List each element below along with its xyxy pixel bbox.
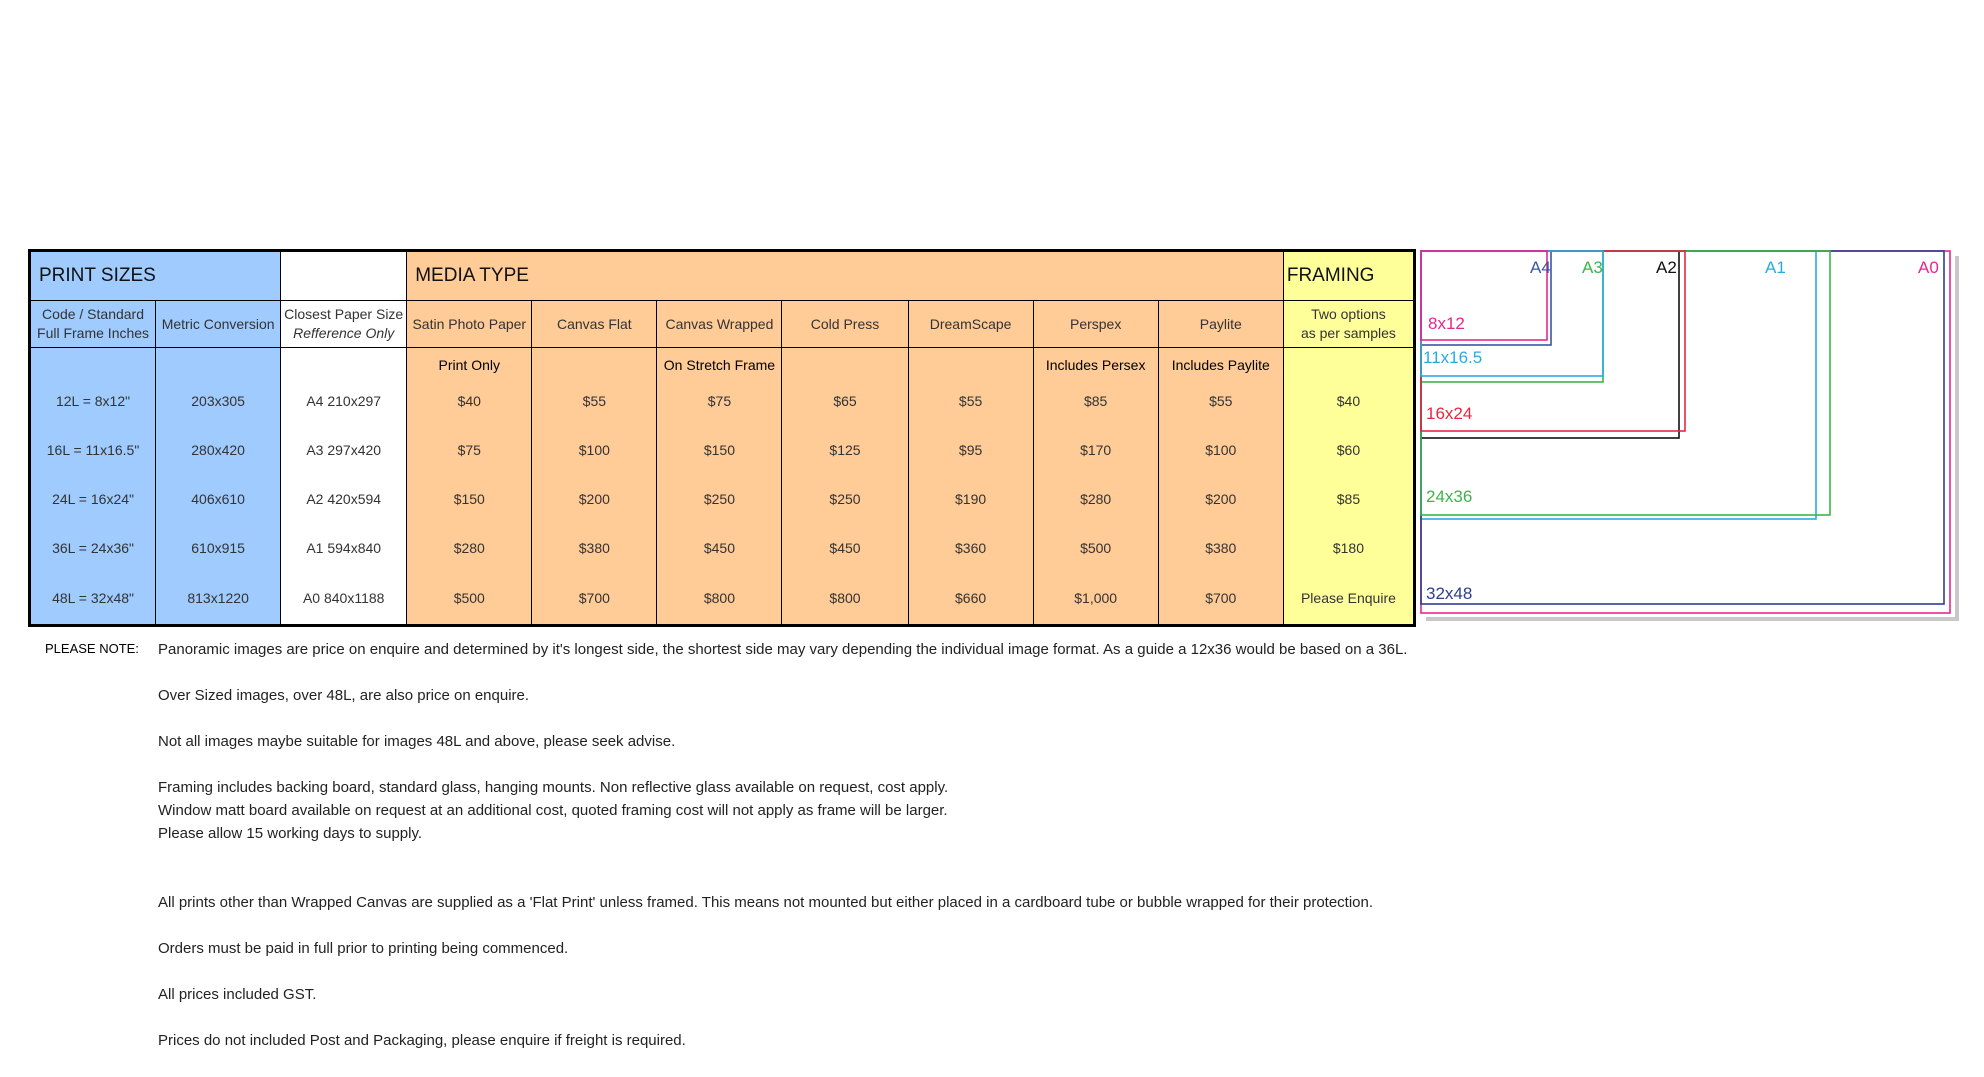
code-cell: 36L = 24x36" [30,523,156,572]
code-header [30,301,156,348]
price-cell: $250 [782,474,908,523]
media-type-heading: MEDIA TYPE [407,251,1284,301]
sheet-background [1422,252,1955,617]
notes-row [30,348,1415,377]
price-cell: $55 [908,376,1033,425]
price-cell: $700 [1158,572,1283,626]
header-row [30,301,1415,348]
price-cell: $95 [908,425,1033,474]
price-cell: $85 [1033,376,1158,425]
note-line: Window matt board available on request at an additional cost, quoted framing cost will not apply as frame will be larger. [158,802,948,819]
note-line: Over Sized images, over 48L, are also price on enquire. [158,687,530,704]
empty-cell [1283,348,1414,377]
note-line: All prices included GST. [158,986,317,1003]
framing-cell: $40 [1283,376,1414,425]
metric-cell: 610x915 [156,523,281,572]
media-note: Includes Paylite [1158,348,1283,377]
paper-header-line1: Closest Paper Size [284,306,404,322]
metric-cell: 406x610 [156,474,281,523]
paper-cell: A1 594x840 [281,523,407,572]
note-line: Framing includes backing board, standard glass, hanging mounts. Non reflective glass available on request, cost apply. [158,779,949,796]
metric-cell: 813x1220 [156,572,281,626]
note-line: Please allow 15 working days to supply. [158,825,423,842]
price-cell: $360 [908,523,1033,572]
empty-cell [281,348,407,377]
framing-heading: FRAMING [1283,251,1414,301]
empty-cell [156,348,281,377]
price-cell: $170 [1033,425,1158,474]
media-note: Print Only [407,348,532,377]
section-row [30,251,1415,301]
paper-cell: A3 297x420 [281,425,407,474]
price-cell: $150 [407,474,532,523]
price-cell: $280 [407,523,532,572]
size-comparison-diagram [1420,250,1960,625]
media-note: Includes Persex [1033,348,1158,377]
price-cell: $40 [407,376,532,425]
paper-size-header [281,301,407,348]
price-cell: $1,000 [1033,572,1158,626]
label-24x36: 24x36 [1426,487,1473,506]
framing-cell: Please Enquire [1283,572,1414,626]
price-cell: $280 [1033,474,1158,523]
framing-header-line1: Two options [1311,306,1386,322]
table-row [30,425,1415,474]
price-cell: $55 [1158,376,1283,425]
price-cell: $55 [532,376,657,425]
table-row [30,572,1415,626]
label-32x48: 32x48 [1426,584,1473,603]
price-cell: $500 [1033,523,1158,572]
price-cell: $660 [908,572,1033,626]
label-a1: A1 [1765,258,1786,277]
price-cell: $125 [782,425,908,474]
media-header-cold-press: Cold Press [782,301,908,348]
price-cell: $380 [1158,523,1283,572]
code-cell: 12L = 8x12" [30,376,156,425]
price-cell: $800 [782,572,908,626]
price-cell: $190 [908,474,1033,523]
price-table [28,249,1416,627]
note-line: Prices do not included Post and Packaging, please enquire if freight is required. [158,1032,686,1049]
code-cell: 48L = 32x48" [30,572,156,626]
price-cell: $200 [532,474,657,523]
media-header-satin: Satin Photo Paper [407,301,532,348]
label-a4: A4 [1530,258,1551,277]
label-16x24: 16x24 [1426,404,1473,423]
price-cell: $250 [657,474,782,523]
table-row [30,474,1415,523]
media-header-perspex: Perspex [1033,301,1158,348]
price-cell: $500 [407,572,532,626]
note-line: Not all images maybe suitable for images 48L and above, please seek advise. [158,733,676,750]
media-header-paylite: Paylite [1158,301,1283,348]
note-line: Panoramic images are price on enquire and determined by it's longest side, the shortest side may vary depending the individual image format. As a guide a 12x36 would be based on a 36L. [158,641,1408,658]
price-cell: $380 [532,523,657,572]
framing-header-line2: as per samples [1300,325,1396,341]
framing-header [1283,301,1414,348]
price-cell: $200 [1158,474,1283,523]
empty-cell [30,348,156,377]
price-cell: $450 [657,523,782,572]
print-sizes-heading: PRINT SIZES [30,251,281,301]
label-a0: A0 [1918,258,1939,277]
price-cell: $100 [1158,425,1283,474]
paper-cell: A4 210x297 [281,376,407,425]
price-cell: $700 [532,572,657,626]
price-cell: $75 [407,425,532,474]
table-row [30,376,1415,425]
framing-cell: $85 [1283,474,1414,523]
framing-cell: $60 [1283,425,1414,474]
label-a2: A2 [1656,258,1677,277]
media-header-dreamscape: DreamScape [908,301,1033,348]
media-note: On Stretch Frame [657,348,782,377]
paper-header-line2: Refference Only [293,325,395,341]
label-a3: A3 [1582,258,1603,277]
media-note [908,348,1033,377]
label-11x16-5: 11x16.5 [1423,348,1483,367]
code-cell: 24L = 16x24" [30,474,156,523]
price-cell: $65 [782,376,908,425]
price-cell: $75 [657,376,782,425]
note-line: Orders must be paid in full prior to printing being commenced. [158,940,569,957]
price-cell: $150 [657,425,782,474]
code-header-line2: Full Frame Inches [37,325,150,341]
price-cell: $450 [782,523,908,572]
media-note [532,348,657,377]
code-cell: 16L = 11x16.5" [30,425,156,474]
media-header-canvas-flat: Canvas Flat [532,301,657,348]
metric-cell: 203x305 [156,376,281,425]
price-cell: $100 [532,425,657,474]
table-row [30,523,1415,572]
code-header-line1: Code / Standard [42,306,145,322]
media-header-canvas-wrapped: Canvas Wrapped [657,301,782,348]
price-cell: $800 [657,572,782,626]
metric-header: Metric Conversion [156,301,281,348]
paper-cell: A2 420x594 [281,474,407,523]
note-line: All prints other than Wrapped Canvas are supplied as a 'Flat Print' unless framed. This means not mounted but either placed in a cardboard tube or bubble wrapped for their protection. [158,894,1374,911]
please-note-label: PLEASE NOTE: [45,641,139,656]
blank-heading-cell [281,251,407,301]
framing-cell: $180 [1283,523,1414,572]
media-note [782,348,908,377]
metric-cell: 280x420 [156,425,281,474]
paper-cell: A0 840x1188 [281,572,407,626]
label-8x12: 8x12 [1428,314,1465,333]
